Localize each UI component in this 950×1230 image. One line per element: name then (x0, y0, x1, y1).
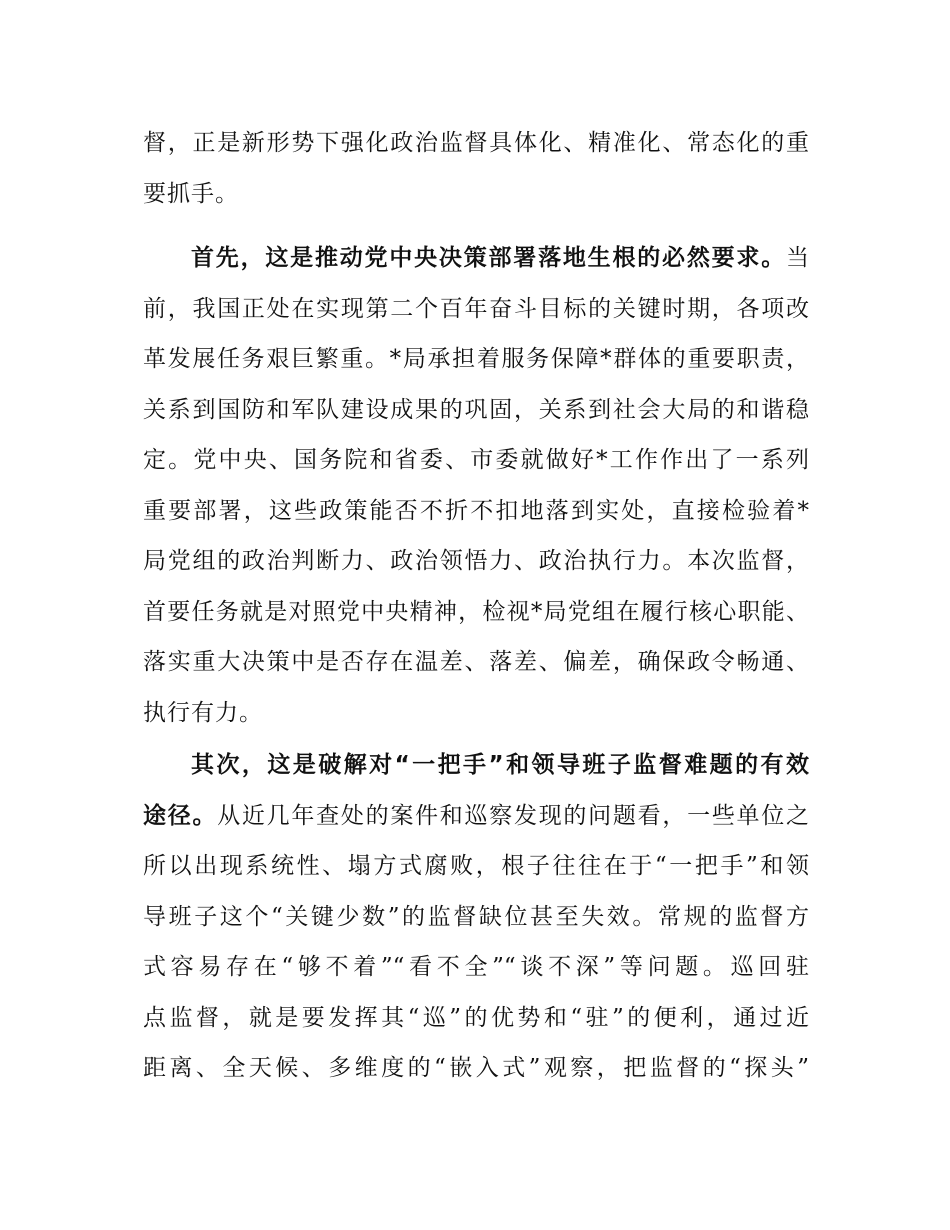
paragraph-first-point (143, 233, 809, 738)
body-text: 关系到国防和军队建设成果的巩固，关系到社会大局的和谐稳 (143, 396, 809, 423)
text-line (143, 334, 809, 385)
text-line (143, 587, 809, 638)
text-line (143, 942, 809, 993)
body-text: 定。党中央、国务院和省委、市委就做好*工作作出了一系列 (143, 447, 809, 473)
paragraph-intro-continuation (143, 118, 809, 219)
bold-lead-text: 首先，这是推动党中央决策部署落地生根的必然要求。 (191, 245, 786, 271)
text-line (143, 169, 809, 220)
text-line (143, 892, 809, 943)
paragraph-second-point (143, 740, 809, 1094)
body-text: 从近几年查处的案件和巡察发现的问题看，一些单位之 (217, 802, 810, 829)
body-text: 式容易存在“够不着”“看不全”“谈不深”等问题。巡回驻 (143, 954, 809, 980)
text-line (143, 536, 809, 587)
text-line (143, 233, 809, 284)
text-line (143, 993, 809, 1044)
text-line (143, 486, 809, 537)
body-text: 落实重大决策中是否存在温差、落差、偏差，确保政令畅通、 (143, 649, 809, 675)
body-text: 距离、全天候、多维度的“嵌入式”观察，把监督的“探头” (143, 1055, 809, 1081)
body-text: 要抓手。 (143, 180, 239, 207)
text-line (143, 740, 809, 791)
body-text: 导班子这个“关键少数”的监督缺位甚至失效。常规的监督方 (143, 903, 809, 930)
bold-lead-text: 途径。 (143, 802, 218, 829)
body-text: 前，我国正处在实现第二个百年奋斗目标的关键时期，各项改 (143, 295, 809, 322)
text-line (143, 118, 809, 169)
body-text: 当 (786, 245, 809, 271)
text-line (143, 688, 809, 739)
text-line (143, 637, 809, 688)
body-text: 执行有力。 (143, 699, 263, 726)
body-text: 局党组的政治判断力、政治领悟力、政治执行力。本次监督， (143, 548, 809, 574)
text-line (143, 435, 809, 486)
text-line (143, 385, 809, 436)
text-line (143, 791, 809, 842)
bold-lead-text: 其次，这是破解对“一把手”和领导班子监督难题的有效 (191, 752, 809, 778)
body-text: 所以出现系统性、塌方式腐败，根子往往在于“一把手”和领 (143, 853, 809, 879)
text-line (143, 284, 809, 335)
text-line (143, 1043, 809, 1094)
body-text: 督，正是新形势下强化政治监督具体化、精准化、常态化的重 (143, 130, 809, 156)
body-text: 革发展任务艰巨繁重。*局承担着服务保障*群体的重要职责， (143, 346, 809, 372)
text-line (143, 841, 809, 892)
body-text: 首要任务就是对照党中央精神，检视*局党组在履行核心职能、 (143, 598, 809, 625)
body-text: 点监督，就是要发挥其“巡”的优势和“驻”的便利，通过近 (143, 1004, 809, 1031)
body-text: 重要部署，这些政策能否不折不扣地落到实处，直接检验着* (143, 497, 809, 524)
